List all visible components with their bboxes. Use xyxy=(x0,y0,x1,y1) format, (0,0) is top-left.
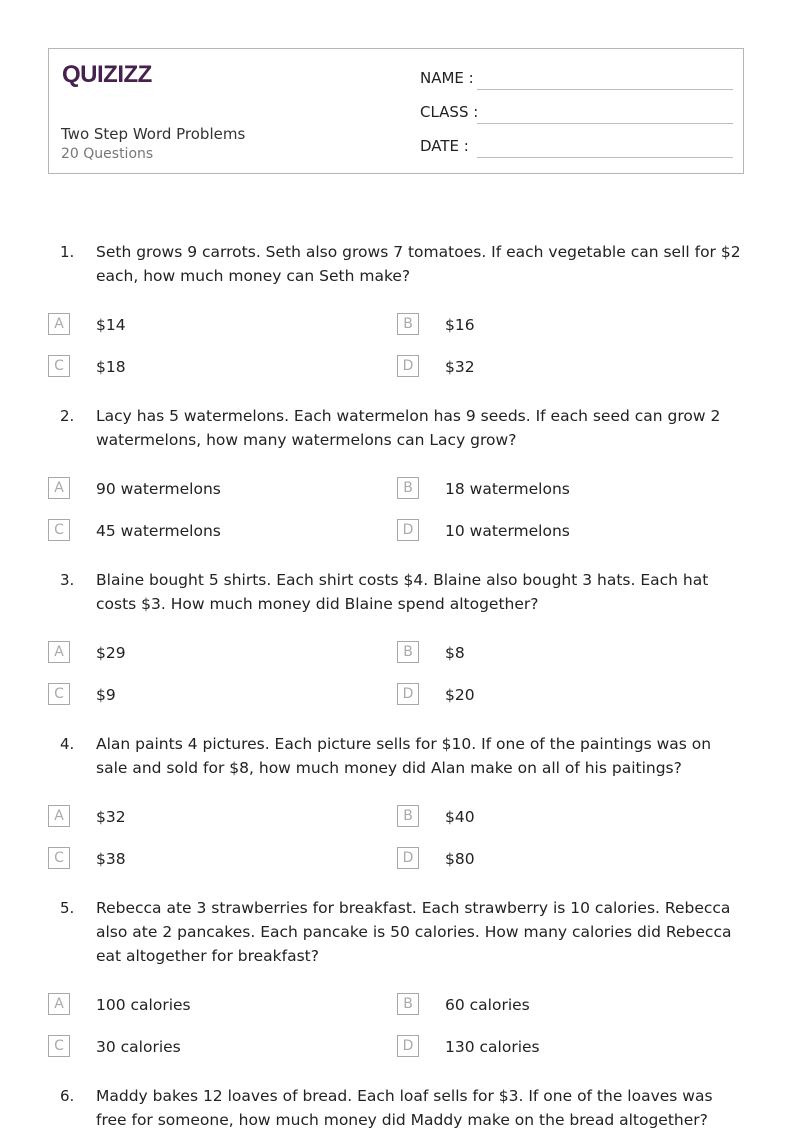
option-text: 30 calories xyxy=(96,1038,181,1056)
question-number: 4. xyxy=(60,735,75,753)
option-letter: A xyxy=(48,993,70,1015)
question-number: 2. xyxy=(60,407,75,425)
class-label: CLASS : xyxy=(420,103,479,121)
question-text: Blaine bought 5 shirts. Each shirt costs $4. Blaine also bought 3 hats. Each hat costs $3. How much money did Blaine spend altogether? xyxy=(96,571,709,613)
option-letter: B xyxy=(397,477,419,499)
option-text: 100 calories xyxy=(96,996,191,1014)
worksheet-title: Two Step Word Problems xyxy=(61,125,246,143)
option-text: $32 xyxy=(96,808,126,826)
option-letter: B xyxy=(397,805,419,827)
option-letter: C xyxy=(48,683,70,705)
option-text: 10 watermelons xyxy=(445,522,570,540)
option-text: $14 xyxy=(96,316,126,334)
question-text: Lacy has 5 watermelons. Each watermelon has 9 seeds. If each seed can grow 2 watermelons, how many watermelons can Lacy grow? xyxy=(96,407,721,449)
question-count: 20 Questions xyxy=(61,146,154,162)
option-letter: D xyxy=(397,519,419,541)
option-text: $40 xyxy=(445,808,475,826)
option-letter: D xyxy=(397,1035,419,1057)
option-text: $29 xyxy=(96,644,126,662)
option-text: $32 xyxy=(445,358,475,376)
name-line xyxy=(477,89,733,90)
option-letter: B xyxy=(397,641,419,663)
question-text: Alan paints 4 pictures. Each picture sells for $10. If one of the paintings was on sale and sold for $8, how much money did Alan make on all of his paitings? xyxy=(96,735,712,777)
option-letter: B xyxy=(397,313,419,335)
question-number: 3. xyxy=(60,571,75,589)
logo-text: QUIZIZZ xyxy=(62,61,152,88)
option-letter: C xyxy=(48,1035,70,1057)
option-text: 130 calories xyxy=(445,1038,540,1056)
option-letter: A xyxy=(48,805,70,827)
question-text: Maddy bakes 12 loaves of bread. Each loaf sells for $3. If one of the loaves was free for someone, how much money did Maddy make on the bread altogether? xyxy=(96,1087,713,1129)
question-number: 5. xyxy=(60,899,75,917)
date-line xyxy=(477,157,733,158)
option-text: 45 watermelons xyxy=(96,522,221,540)
option-letter: A xyxy=(48,641,70,663)
option-letter: A xyxy=(48,313,70,335)
option-letter: C xyxy=(48,519,70,541)
option-letter: D xyxy=(397,683,419,705)
option-text: $16 xyxy=(445,316,475,334)
question-text: Rebecca ate 3 strawberries for breakfast. Each strawberry is 10 calories. Rebecca also ate 2 pancakes. Each pancake is 50 calories. How many calories did Rebecca eat altogether for breakfast? xyxy=(96,899,732,965)
option-letter: D xyxy=(397,355,419,377)
option-text: 60 calories xyxy=(445,996,530,1014)
worksheet-header xyxy=(48,48,744,174)
option-text: 90 watermelons xyxy=(96,480,221,498)
question-text: Seth grows 9 carrots. Seth also grows 7 tomatoes. If each vegetable can sell for $2 each, how much money can Seth make? xyxy=(96,243,741,285)
name-label: NAME : xyxy=(420,69,474,87)
option-letter: C xyxy=(48,847,70,869)
option-text: $80 xyxy=(445,850,475,868)
option-letter: C xyxy=(48,355,70,377)
question-number: 6. xyxy=(60,1087,75,1105)
class-line xyxy=(477,123,733,124)
option-letter: B xyxy=(397,993,419,1015)
option-text: $38 xyxy=(96,850,126,868)
option-text: $18 xyxy=(96,358,126,376)
option-text: $8 xyxy=(445,644,465,662)
option-text: $9 xyxy=(96,686,116,704)
option-text: $20 xyxy=(445,686,475,704)
option-letter: A xyxy=(48,477,70,499)
option-letter: D xyxy=(397,847,419,869)
date-label: DATE : xyxy=(420,137,469,155)
option-text: 18 watermelons xyxy=(445,480,570,498)
quizizz-logo xyxy=(61,59,153,93)
question-number: 1. xyxy=(60,243,75,261)
